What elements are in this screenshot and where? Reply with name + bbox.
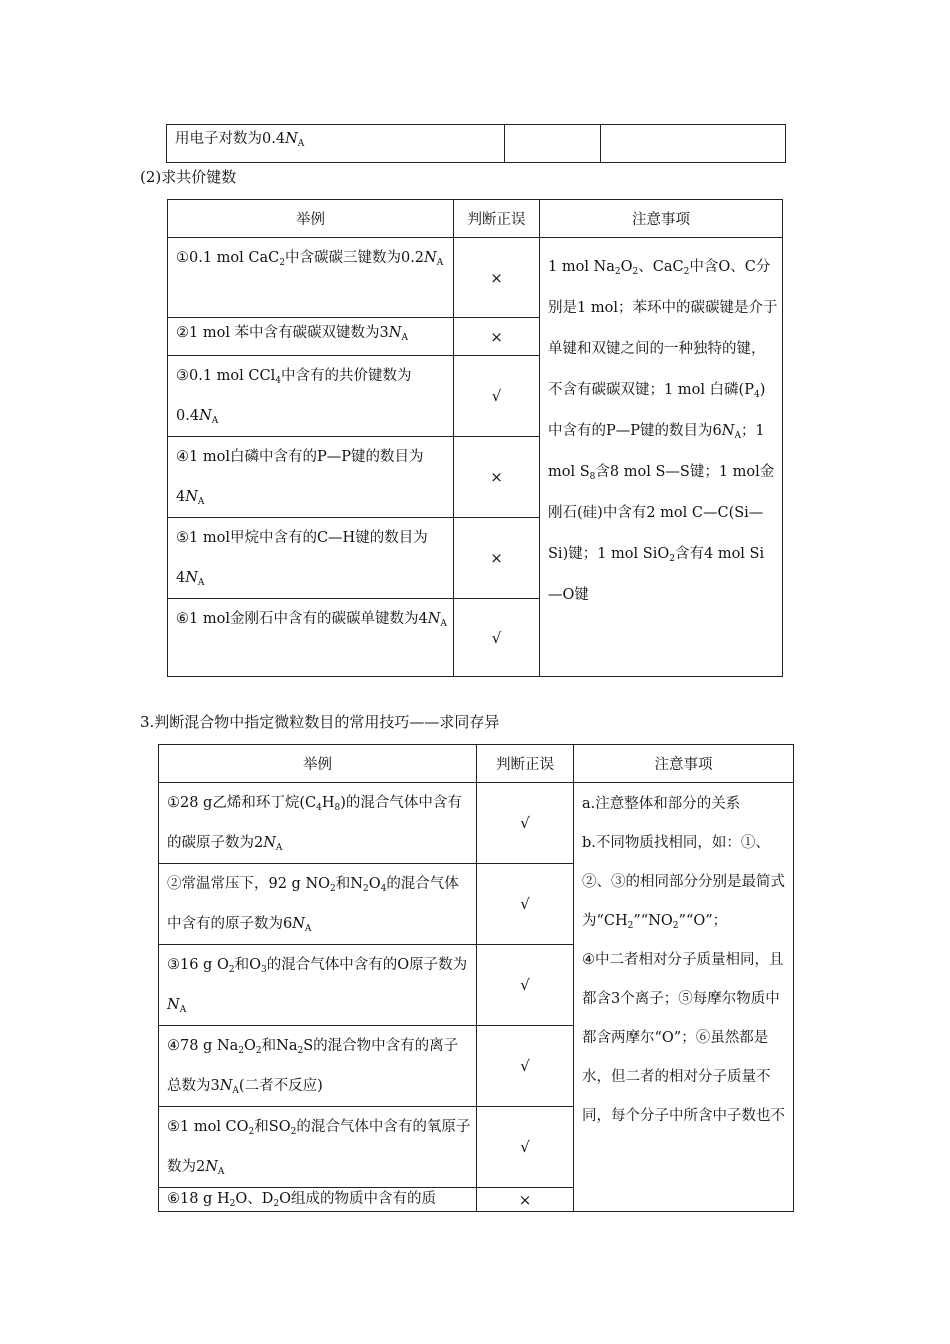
table-row-example: ⑥1 mol金刚石中含有的碳碳单键数为$4N_A$: [168, 599, 454, 677]
table-cell: [601, 125, 786, 163]
table-row-example: ②1 mol 苯中含有碳碳双键数为$3N_A$: [168, 318, 454, 356]
section-heading: (2)求共价键数: [140, 168, 237, 186]
cross-mark-icon: ×: [454, 437, 540, 518]
cross-mark-icon: ×: [454, 238, 540, 318]
check-mark-icon: √: [477, 864, 574, 945]
check-mark-icon: √: [454, 356, 540, 437]
column-header-example: 举例: [159, 745, 477, 783]
table-row-example: ①0.1 mol CaC$_2$中含碳碳三键数为$0.2N_A$: [168, 238, 454, 318]
table-row-example: ②常温常压下，92 g $NO_2$和$N_2O_4$的混合气体中含有的原子数为$6N_A$: [159, 864, 477, 945]
check-mark-icon: √: [477, 783, 574, 864]
column-header-note: 注意事项: [574, 745, 794, 783]
covalent-bond-table: [167, 199, 783, 677]
continued-table: [166, 124, 786, 163]
column-header-example: 举例: [168, 200, 454, 238]
note-cell: 1 mol $Na_2O_2$、CaC$_2$中含O、C分别是1 mol；苯环中的碳碳键是介于单键和双键之间的一种独特的键，不含有碳碳双键；1 mol 白磷$(P_4)$中含有的P—P键的数目为$6N_A$；1 mol $S_8$含8 mol S—S键；1 mol金刚石(硅)中含有2 mol C—C(Si—Si)键；1 mol SiO$_2$含有4 mol Si—O键: [540, 238, 783, 677]
cross-mark-icon: ×: [454, 518, 540, 599]
table-cell: [505, 125, 601, 163]
cross-mark-icon: ×: [454, 318, 540, 356]
column-header-judgement: 判断正误: [477, 745, 574, 783]
check-mark-icon: √: [454, 599, 540, 677]
column-header-note: 注意事项: [540, 200, 783, 238]
section-heading: 3.判断混合物中指定微粒数目的常用技巧——求同存异: [140, 713, 500, 731]
cross-mark-icon: ×: [477, 1188, 574, 1212]
note-cell: a.注意整体和部分的关系 b.不同物质找相同，如：①、②、③的相同部分分别是最简式为“$CH_2”“NO_2”“O$”； ④中二者相对分子质量相同，且都含3个离子；⑤每摩尔物质中都含两摩尔“O”；⑥虽然都是水，但二者的相对分子质量不同，每个分子中所含中子数也不: [574, 783, 794, 1212]
mixture-table: [158, 744, 794, 1212]
column-header-judgement: 判断正误: [454, 200, 540, 238]
table-row-example: ⑥18 g $H_2O$、$D_2O$组成的物质中含有的质: [159, 1188, 477, 1212]
table-row-example: ⑤1 mol甲烷中含有的C—H键的数目为$4N_A$: [168, 518, 454, 599]
check-mark-icon: √: [477, 945, 574, 1026]
continued-row-text: 用电子对数为$0.4N_A$: [175, 131, 305, 149]
table-cell: [167, 125, 505, 163]
table-row-example: ④78 g $Na_2O_2$和$Na_2S$的混合物中含有的离子总数为$3N_A$(二者不反应): [159, 1026, 477, 1107]
table-row-example: ③16 g $O_2$和$O_3$的混合气体中含有的O原子数为$N_A$: [159, 945, 477, 1026]
table-row-example: ③0.1 mol CCl$_4$中含有的共价键数为$0.4N_A$: [168, 356, 454, 437]
table-row-example: ⑤1 mol $CO_2$和$SO_2$的混合气体中含有的氧原子数为$2N_A$: [159, 1107, 477, 1188]
check-mark-icon: √: [477, 1107, 574, 1188]
table-row-example: ④1 mol白磷中含有的P—P键的数目为$4N_A$: [168, 437, 454, 518]
table-row-example: ①28 g乙烯和环丁烷$(C_4H_8)$的混合气体中含有的碳原子数为$2N_A$: [159, 783, 477, 864]
check-mark-icon: √: [477, 1026, 574, 1107]
